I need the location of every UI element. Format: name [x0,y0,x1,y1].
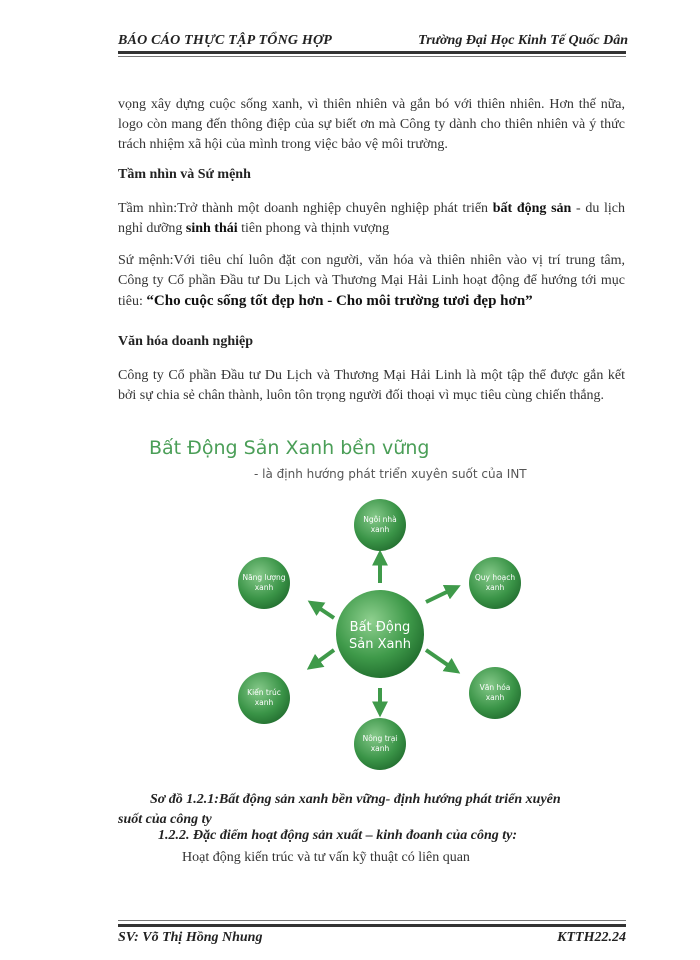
header-rule [118,51,626,54]
vision-text-b: bất động sản [492,201,572,216]
node-green-planning [469,557,521,609]
node-green-architecture-l1: Kiến trúc [247,688,281,697]
vision-heading: Tầm nhìn và Sứ mệnh [118,167,251,182]
student-name: SV: Võ Thị Hồng Nhung [118,930,263,945]
node-green-architecture [238,672,290,724]
culture-paragraph: Công ty Cổ phần Đầu tư Du Lịch và Thương Mại Hải Linh là một tập thể được gắn kết bởi sự chia sẻ chân thành, luôn tôn trọng người đối thoại vì mục tiêu cùng chiến thắng. [118,368,625,403]
node-green-energy-l2: xanh [254,583,274,592]
node-green-architecture-l2: xanh [254,698,274,707]
class-code: KTTH22.24 [557,930,626,945]
mission-slogan: “Cho cuộc sống tốt đẹp hơn - Cho môi trường tươi đẹp hơn” [146,293,533,309]
node-green-farm [354,718,406,770]
header-rule-thin [118,56,626,57]
university-name: Trường Đại Học Kinh Tế Quốc Dân [418,33,628,48]
arrow-top-left [313,604,334,618]
diagram-center [336,590,424,678]
node-green-house [354,499,406,551]
node-green-culture [469,667,521,719]
culture-heading: Văn hóa doanh nghiệp [118,334,254,349]
figure-caption [118,790,625,830]
arrow-top-right [426,588,455,602]
node-green-planning-l1: Quy hoạch [474,573,516,582]
mission-text-a: Sứ mệnh:Với tiêu chí luôn đặt con người, văn hóa và thiên nhiên vào vị trí trung tâm, Công ty Cổ phần Đầu tư Du Lịch và Thương Mại Hải Linh hoạt động để hướng tới mục tiêu: [118,253,625,309]
center-label-1: Bất Động [349,620,411,635]
footer-rule [118,924,626,927]
arrow-bottom-right [426,650,455,670]
diagram-title: Bất Động Sản Xanh bền vững [149,437,430,459]
arrow-bottom-left [312,650,334,666]
green-real-estate-diagram [140,428,580,778]
node-green-house-l2: xanh [370,525,390,534]
caption-line-2: suốt của công ty [118,812,212,827]
vision-text-e: tiên phong và thịnh vượng [237,221,390,236]
page-header [118,33,628,53]
node-green-farm-l2: xanh [370,744,390,753]
footer-rule-thin [118,920,626,921]
node-green-house-l1: Ngôi nhà [363,515,397,524]
vision-text-c: - du lịch nghỉ dưỡng [118,201,625,236]
report-title: BÁO CÁO THỰC TẬP TỔNG HỢP [118,33,333,48]
center-label-2: Sản Xanh [349,637,411,652]
vision-paragraph [118,199,625,239]
caption-line-1: Sơ đồ 1.2.1:Bất động sản xanh bền vững- định hướng phát triển xuyên [150,792,561,807]
diagram-subtitle: - là định hướng phát triển xuyên suốt của INT [254,467,527,481]
activity-item: Hoạt động kiến trúc và tư vấn kỹ thuật có liên quan [182,850,470,865]
node-green-culture-l2: xanh [485,693,505,702]
mission-paragraph [118,251,625,312]
vision-text-d: sinh thái [185,221,238,236]
vision-text-a: Tầm nhìn:Trở thành một doanh nghiệp chuyên nghiệp phát triển [118,201,493,216]
subsection-heading: 1.2.2. Đặc điểm hoạt động sản xuất – kinh đoanh của công ty: [158,828,517,843]
node-green-energy-l1: Năng lượng [242,573,286,582]
node-green-planning-l2: xanh [485,583,505,592]
intro-paragraph: vọng xây dựng cuộc sống xanh, vì thiên nhiên và gắn bó với thiên nhiên. Hơn thế nữa, logo còn mang đến thông điệp của sự biết ơn mà Công ty dành cho thiên nhiên và ý thức trách nhiệm xã hội của mình trong việc bảo vệ môi trường. [118,97,625,152]
node-green-culture-l1: Văn hóa [479,683,511,692]
node-green-farm-l1: Nông trại [362,734,398,743]
node-green-energy [238,557,290,609]
